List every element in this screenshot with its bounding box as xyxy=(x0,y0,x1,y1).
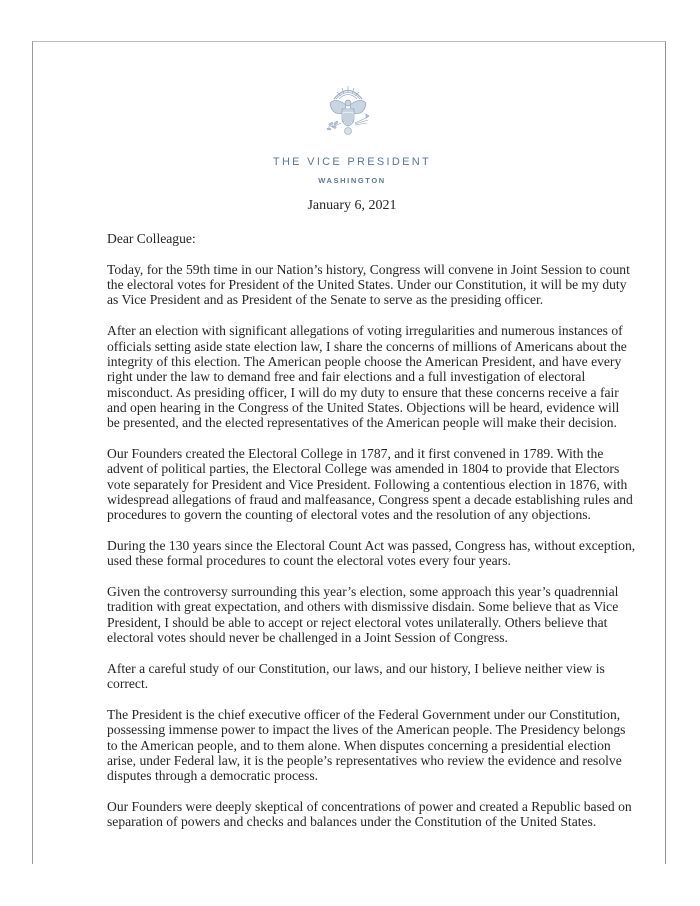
paragraph xyxy=(107,584,667,645)
paragraph xyxy=(107,661,667,692)
letterhead-title: THE VICE PRESIDENT xyxy=(272,156,432,168)
text-line: correct. xyxy=(107,676,149,692)
paragraph xyxy=(107,538,667,569)
text-line: used these formal procedures to count the electoral votes every four years. xyxy=(107,553,511,569)
text-line: be presented, and the elected representatives of the American people will make their decision. xyxy=(107,415,617,431)
letter-body xyxy=(107,231,667,845)
text-line: President, I should be able to accept or reject electoral votes unilaterally. Others believe that xyxy=(107,614,608,630)
text-line: Given the controversy surrounding this year’s election, some approach this year’s quadrennial xyxy=(107,584,619,600)
text-line: officials setting aside state election law, I share the concerns of millions of Americans about the xyxy=(107,338,627,354)
text-line: During the 130 years since the Electoral Count Act was passed, Congress has, without exception, xyxy=(107,538,636,554)
text-line: possessing immense power to impact the lives of the American people. The Presidency belongs xyxy=(107,722,626,738)
text-line: After a careful study of our Constitution, our laws, and our history, I believe neither view is xyxy=(107,660,605,676)
text-line: vote separately for President and Vice President. Following a contentious election in 1876, with xyxy=(107,476,628,492)
letter-date: January 6, 2021 xyxy=(307,198,397,213)
text-line: separation of powers and checks and balances under the Constitution of the United States. xyxy=(107,814,597,830)
paragraph xyxy=(107,262,667,308)
vice-presidential-seal-icon xyxy=(322,83,374,136)
paragraph xyxy=(107,446,667,523)
text-line: electoral votes should never be challenged in a Joint Session of Congress. xyxy=(107,630,508,646)
text-line: disputes through a democratic process. xyxy=(107,768,319,784)
text-line: After an election with significant allegations of voting irregularities and numerous instances of xyxy=(107,323,623,339)
salutation: Dear Colleague: xyxy=(107,231,196,246)
text-line: as Vice President and as President of the Senate to serve as the presiding officer. xyxy=(107,292,544,308)
text-line: Our Founders were deeply skeptical of concentrations of power and created a Republic based on xyxy=(107,799,632,815)
text-line: advent of political parties, the Electoral College was amended in 1804 to provide that Electors xyxy=(107,461,620,477)
paragraph xyxy=(107,707,667,784)
text-line: The President is the chief executive officer of the Federal Government under our Constitution, xyxy=(107,706,621,722)
letterhead-location: WASHINGTON xyxy=(318,176,386,185)
text-line: right under the law to demand free and fair elections and a full investigation of electoral xyxy=(107,369,586,385)
paragraph xyxy=(107,799,667,830)
text-line: misconduct. As presiding officer, I will do my duty to ensure that these concerns receive a fair xyxy=(107,384,619,400)
text-line: Today, for the 59th time in our Nation’s history, Congress will convene in Joint Session to count xyxy=(107,261,630,277)
text-line: to the American people, and to them alone. When disputes concerning a presidential election xyxy=(107,737,611,753)
text-line: the electoral votes for President of the United States. Under our Constitution, it will be my duty xyxy=(107,277,627,293)
text-line: Our Founders created the Electoral College in 1787, and it first convened in 1789. With the xyxy=(107,445,604,461)
paragraph xyxy=(107,323,667,430)
text-line: tradition with great expectation, and others with dismissive disdain. Some believe that as Vice xyxy=(107,599,619,615)
text-line: arise, under Federal law, it is the people’s representatives who review the evidence and resolve xyxy=(107,753,622,769)
text-line: widespread allegations of fraud and malfeasance, Congress spent a decade establishing rules and xyxy=(107,491,633,507)
text-line: procedures to govern the counting of electoral votes and the resolution of any objections. xyxy=(107,507,591,523)
text-line: integrity of this election. The American people choose the American President, and have every xyxy=(107,353,622,369)
text-line: and open hearing in the Congress of the United States. Objections will be heard, evidence will xyxy=(107,399,620,415)
